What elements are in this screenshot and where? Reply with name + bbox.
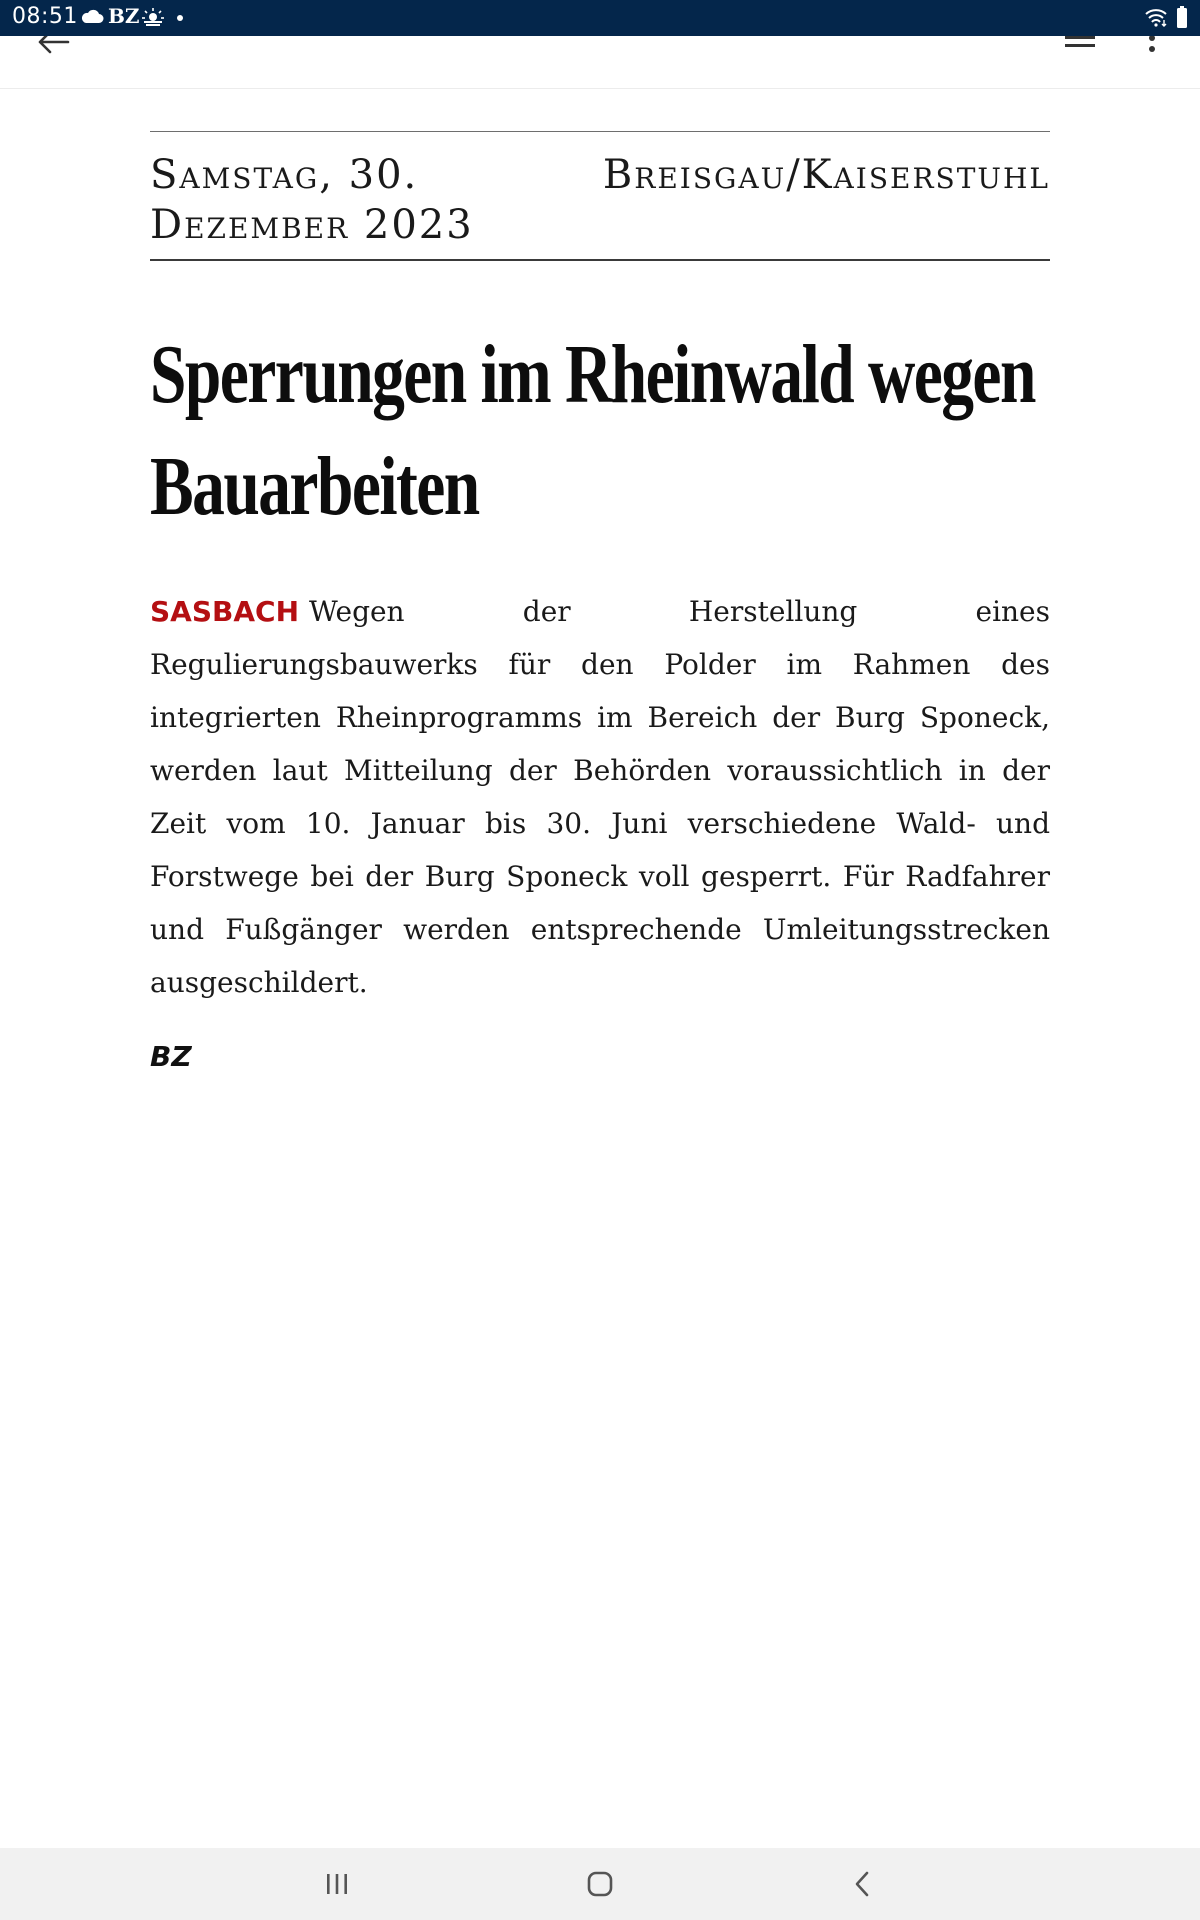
back-icon[interactable] — [852, 1870, 872, 1898]
section-name: Breisgau/Kaiserstuhl — [602, 152, 1050, 198]
recent-apps-icon[interactable] — [324, 1872, 350, 1896]
article-meta — [150, 132, 1050, 259]
article-body-text: Wegen der Herstellung eines Regulierungsbauwerks für den Polder im Rahmen des integrierten Rheinprogramms im Bereich der Burg Sponeck, werden laut Mitteilung der Behörden voraussichtlich in der Zeit vom 10. Januar bis 30. Juni verschiedene Wald- und Forstwege bei der Burg Sponeck voll gesperrt. Für Radfahrer und Fußgänger werden entsprechende Umleitungsstrecken ausgeschildert. — [150, 595, 1050, 999]
article — [150, 131, 1050, 1077]
publication-date: Samstag, 30. Dezember 2023 — [150, 152, 474, 248]
dateline: SASBACH — [150, 595, 299, 628]
more-vertical-icon[interactable] — [1144, 36, 1160, 54]
status-time: 08:51 — [12, 4, 78, 29]
hamburger-menu-icon[interactable] — [1065, 36, 1095, 50]
back-arrow-icon[interactable] — [38, 36, 70, 54]
battery-icon — [1176, 6, 1188, 28]
notification-dot-icon — [177, 15, 183, 21]
status-bar — [0, 0, 1200, 36]
bottom-divider — [150, 259, 1050, 261]
status-app-label: BZ — [108, 4, 140, 28]
home-icon[interactable] — [586, 1870, 614, 1898]
weather-icon — [142, 8, 164, 26]
app-toolbar — [0, 36, 1200, 89]
article-headline: Sperrungen im Rheinwald wegen Bauarbeiten — [150, 328, 1035, 533]
wifi-icon — [1144, 7, 1170, 27]
author: BZ — [150, 1040, 192, 1073]
cloud-icon — [80, 8, 104, 24]
article-body — [150, 585, 1050, 1009]
navigation-bar — [0, 1848, 1200, 1920]
